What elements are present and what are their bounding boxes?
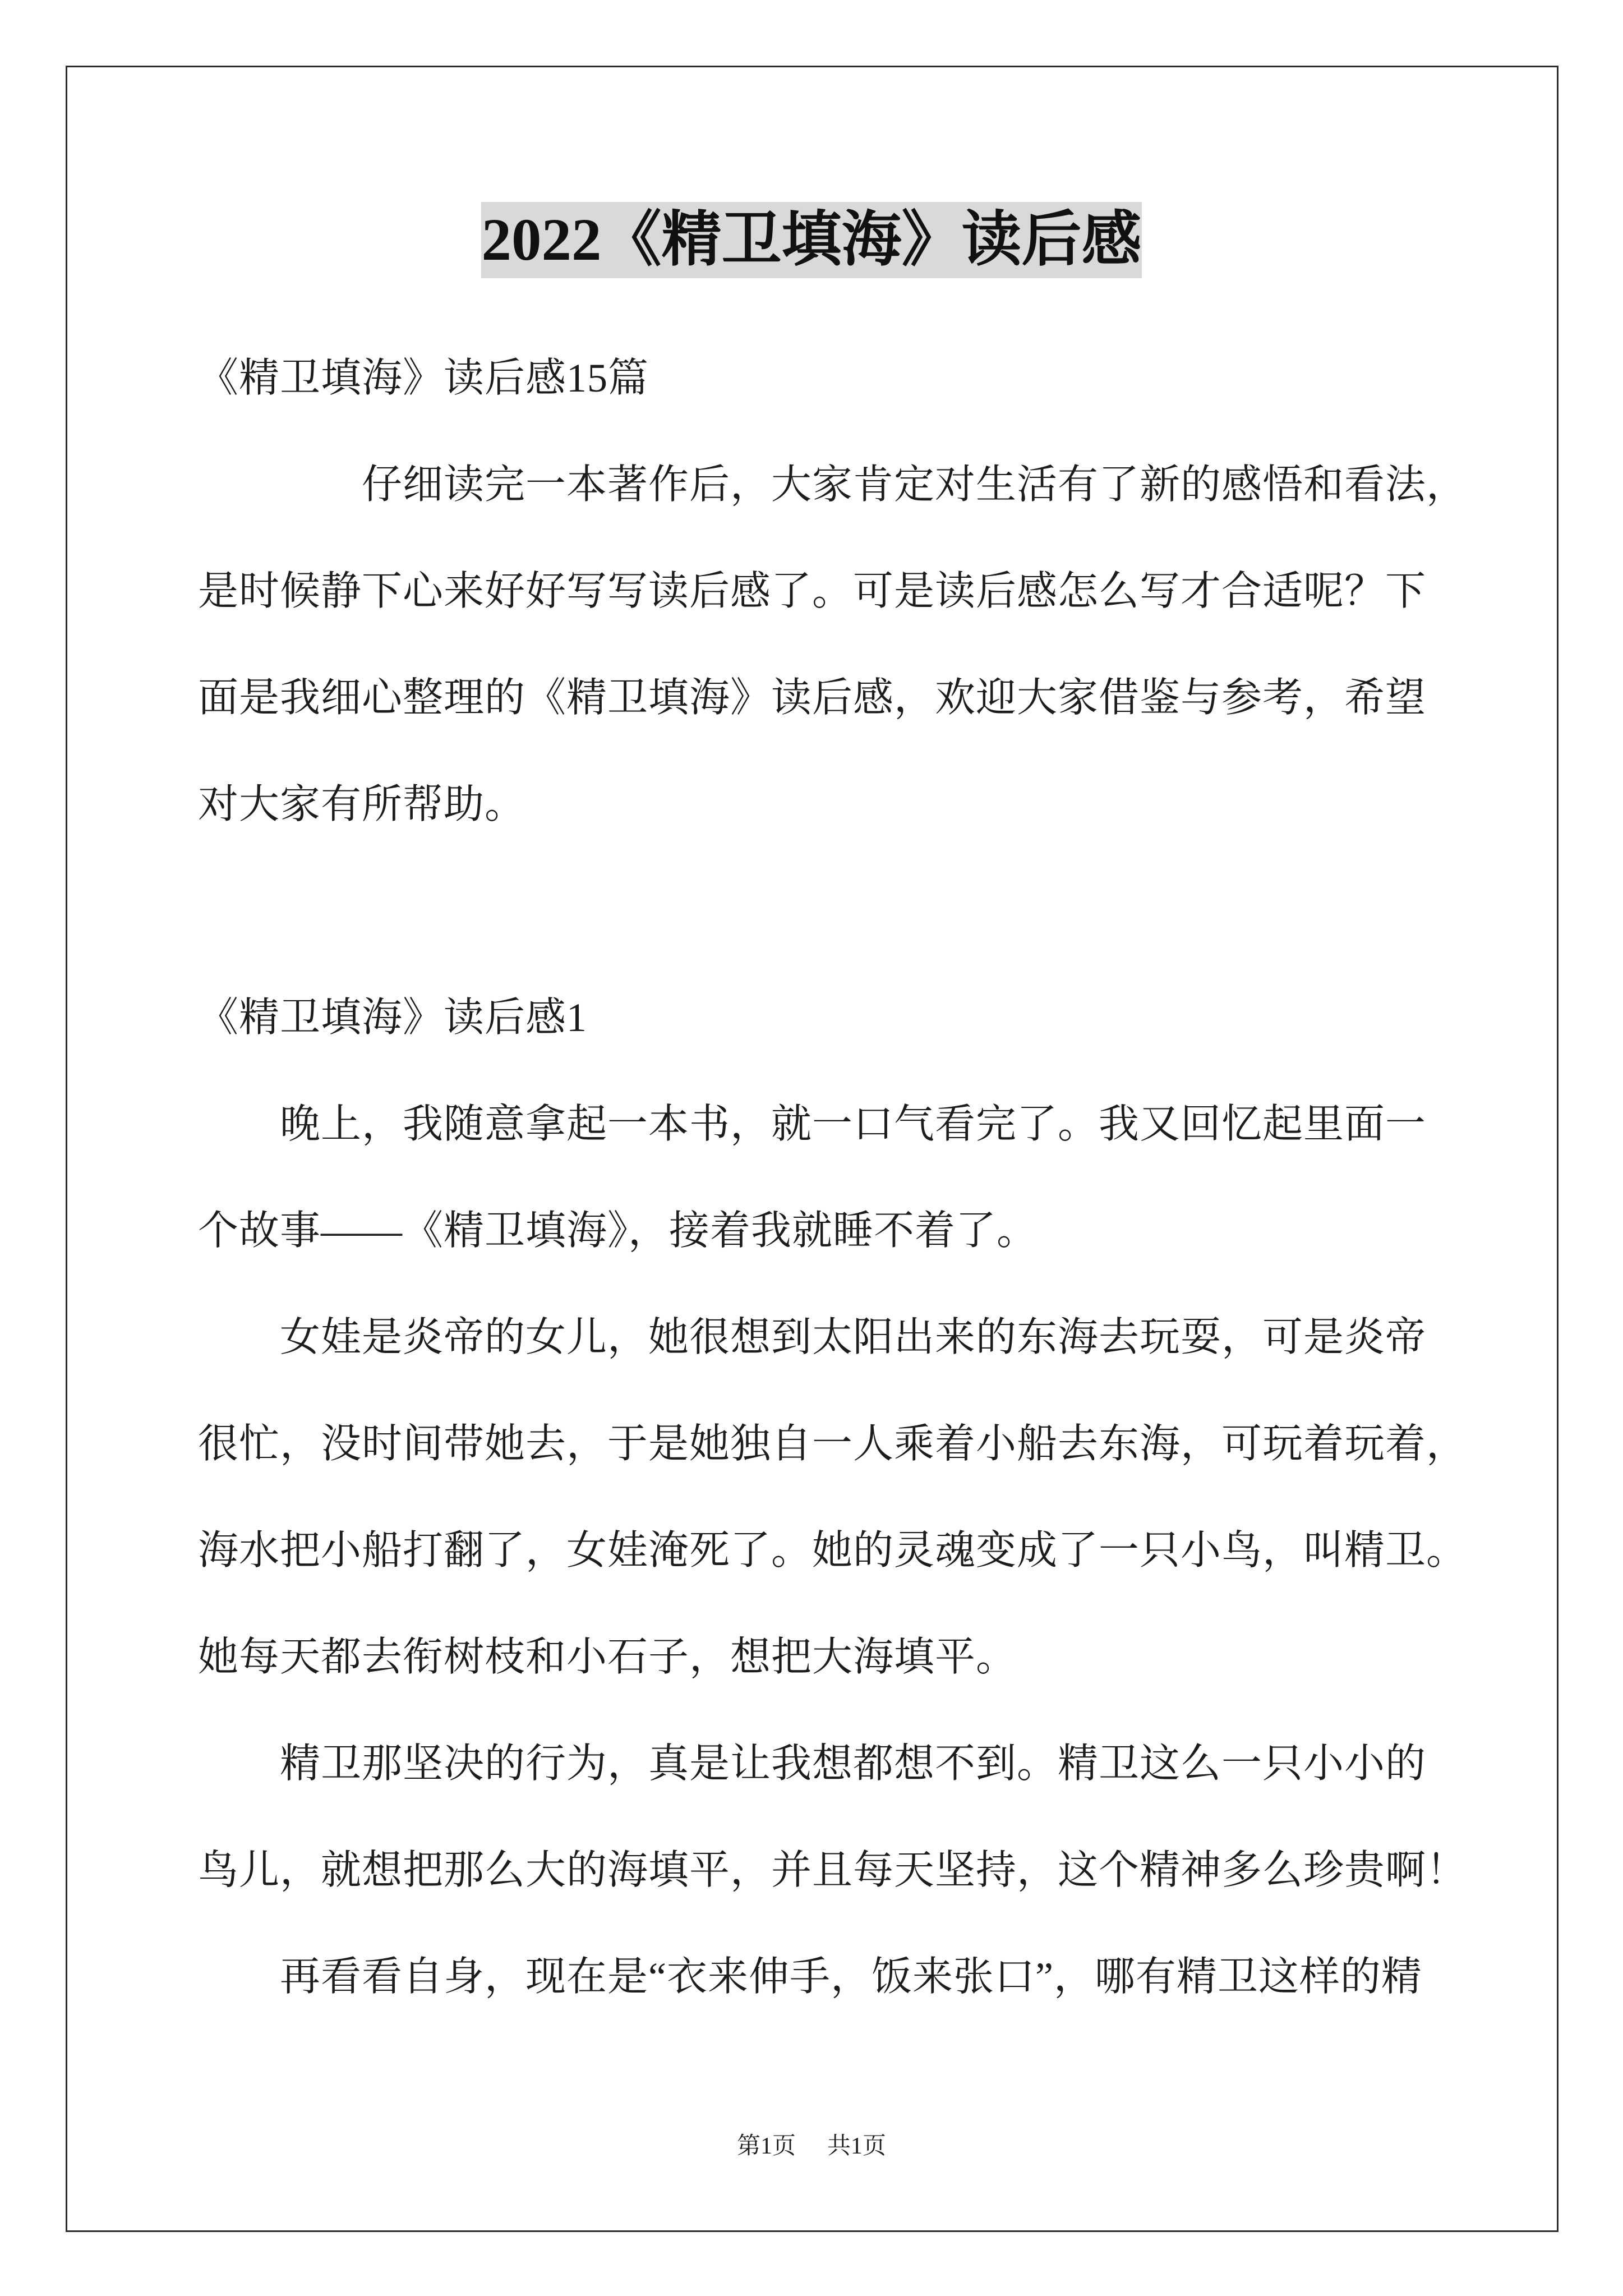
- paragraph-line: 个故事——《精卫填海》，接着我就睡不着了。: [198, 1208, 1038, 1253]
- blank-line: [198, 858, 1499, 964]
- document-subtitle: 《精卫填海》读后感15篇: [198, 356, 649, 401]
- document-title: 2022《精卫填海》读后感: [481, 202, 1141, 278]
- paragraph-line: 精卫那坚决的行为，真是让我想都想不到。精卫这么一只小小的: [280, 1741, 1427, 1786]
- paragraph-line: 晚上，我随意拿起一本书，就一口气看完了。我又回忆起里面一: [280, 1102, 1427, 1147]
- paragraph-line: 女娃是炎帝的女儿，她很想到太阳出来的东海去玩耍，可是炎帝: [280, 1315, 1427, 1360]
- paragraph: [198, 1071, 1499, 1284]
- paragraph: [198, 1924, 1499, 2030]
- paragraph-line: 再看看自身，现在是“衣来伸手，饭来张口”，哪有精卫这样的精: [280, 1954, 1422, 1999]
- paragraph-line: 面是我细心整理的《精卫填海》读后感，欢迎大家借鉴与参考，希望: [198, 675, 1427, 720]
- document-body: [198, 325, 1499, 2030]
- paragraph-line: 很忙，没时间带她去，于是她独自一人乘着小船去东海，可玩着玩着，: [198, 1421, 1468, 1466]
- intro-paragraph: [198, 431, 1499, 858]
- paragraph-line: 是时候静下心来好好写写读后感了。可是读后感怎么写才合适呢？下: [198, 569, 1427, 614]
- paragraph: [198, 1284, 1499, 1710]
- page-footer: [0, 2132, 1623, 2161]
- page-total: 共1页: [827, 2133, 887, 2159]
- section-heading: 《精卫填海》读后感1: [198, 995, 588, 1040]
- paragraph-line: 她每天都去衔树枝和小石子，想把大海填平。: [198, 1635, 1017, 1680]
- title-wrapper: [0, 202, 1623, 278]
- paragraph-line: 仔细读完一本著作后，大家肯定对生活有了新的感悟和看法，: [362, 462, 1468, 507]
- paragraph-line: 海水把小船打翻了，女娃淹死了。她的灵魂变成了一只小鸟，叫精卫。: [198, 1528, 1468, 1573]
- paragraph: [198, 1710, 1499, 1924]
- paragraph-line: 鸟儿，就想把那么大的海填平，并且每天坚持，这个精神多么珍贵啊！: [198, 1848, 1468, 1893]
- page-number: 第1页: [736, 2133, 796, 2159]
- paragraph-line: 对大家有所帮助。: [198, 782, 526, 827]
